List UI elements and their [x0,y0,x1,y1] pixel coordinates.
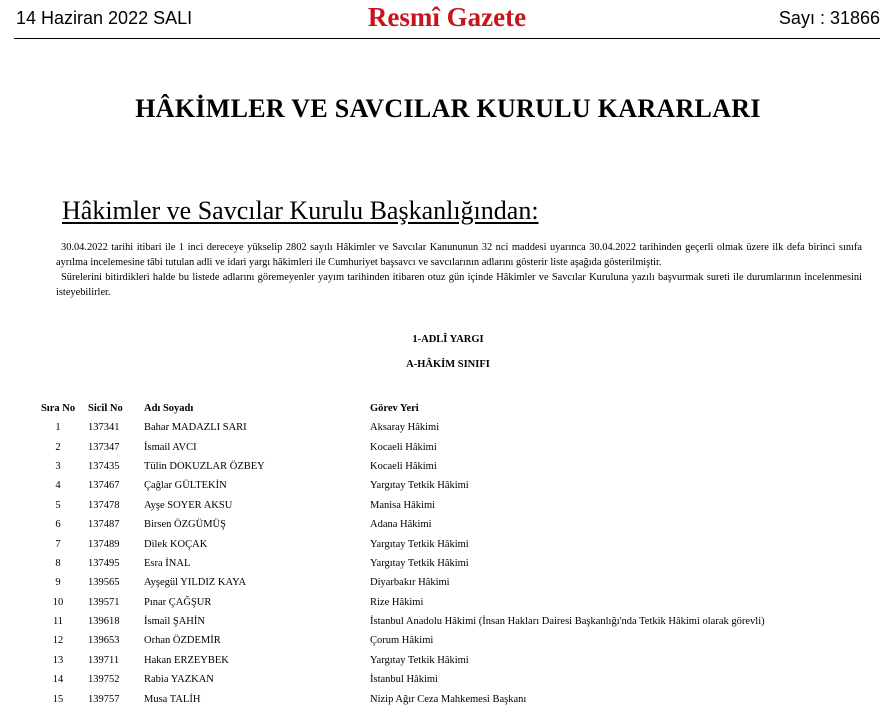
table-header-row [30,398,870,418]
row-adi-soyadi: Dilek KOÇAK [144,538,208,550]
row-gorev-yeri: Diyarbakır Hâkimi [370,577,450,589]
row-adi-soyadi: Rabia YAZKAN [144,674,214,686]
row-gorev-yeri: İstanbul Anadolu Hâkimi (İnsan Hakları Dairesi Başkanlığı'nda Tetkik Hâkimi olarak görevli) [370,616,765,628]
header-sira-no: Sıra No [40,402,76,414]
row-sicil-no: 139757 [88,693,120,705]
row-sira-no: 10 [52,596,64,608]
row-gorev-yeri: Yargıtay Tetkik Hâkimi [370,480,469,492]
row-sira-no: 6 [55,519,61,531]
table-row [30,437,870,456]
table-row [30,457,870,476]
table-row [30,418,870,437]
table-row [30,496,870,515]
row-sicil-no: 137341 [88,422,120,434]
row-gorev-yeri: Kocaeli Hâkimi [370,460,437,472]
row-adi-soyadi: İsmail AVCI [144,441,197,453]
judges-table [30,398,870,709]
row-sicil-no: 139571 [88,596,120,608]
row-adi-soyadi: Pınar ÇAĞŞUR [144,596,212,608]
row-sira-no: 9 [55,577,61,589]
row-adi-soyadi: Bahar MADAZLI SARI [144,422,247,434]
issue-date: 14 Haziran 2022 SALI [16,8,193,28]
row-sira-no: 14 [52,674,64,686]
row-sicil-no: 139752 [88,674,120,686]
row-gorev-yeri: Aksaray Hâkimi [370,422,440,434]
row-sira-no: 8 [55,557,61,569]
row-gorev-yeri: Yargıtay Tetkik Hâkimi [370,538,469,550]
row-adi-soyadi: Tülin DOKUZLAR ÖZBEY [144,460,265,472]
row-sicil-no: 137435 [88,460,120,472]
row-sira-no: 1 [55,422,61,434]
row-sira-no: 5 [55,499,61,511]
gazette-logo-title: Resmî Gazete [367,2,527,32]
row-adi-soyadi: Esra İNAL [144,557,191,569]
header-adi-soyadi: Adı Soyadı [144,402,194,414]
row-sicil-no: 137467 [88,480,120,492]
table-row [30,554,870,573]
header-gorev-yeri: Görev Yeri [370,402,419,414]
subsection-heading: A-HÂKİM SINIFI [406,359,490,370]
row-gorev-yeri: İstanbul Hâkimi [370,674,438,686]
row-gorev-yeri: Manisa Hâkimi [370,499,436,511]
row-sicil-no: 139618 [88,616,120,628]
row-sira-no: 11 [52,616,64,628]
table-row [30,476,870,495]
row-sicil-no: 137487 [88,519,120,531]
row-adi-soyadi: Orhan ÖZDEMİR [144,635,221,647]
section-heading: 1-ADLÎ YARGI [412,334,484,345]
row-gorev-yeri: Rize Hâkimi [370,596,424,608]
row-gorev-yeri: Adana Hâkimi [370,519,432,531]
table-row [30,651,870,670]
row-adi-soyadi: Hakan ERZEYBEK [144,654,229,666]
notice-paragraph: Sürelerini bitirdikleri halde bu listede adlarını göremeyenler yayım tarihinden itibaren otuz gün içinde Hâkimler ve Savcılar Kuruluna yazılı başvurmak sureti ile durumlarının incelenmesini isteyebilirler. [56,272,862,298]
row-adi-soyadi: Çağlar GÜLTEKİN [144,480,227,492]
gazette-header [14,0,880,39]
issuing-authority: Hâkimler ve Savcılar Kurulu Başkanlığından: [62,196,539,225]
row-gorev-yeri: Çorum Hâkimi [370,635,434,647]
issue-number: Sayı : 31866 [778,8,880,28]
table-row [30,670,870,689]
table-row [30,689,870,708]
row-adi-soyadi: Ayşe SOYER AKSU [144,499,233,511]
table-row [30,631,870,650]
row-sicil-no: 137347 [88,441,120,453]
row-sira-no: 12 [52,635,64,647]
row-sira-no: 13 [52,654,64,666]
row-sicil-no: 139565 [88,577,120,589]
row-sicil-no: 137478 [88,499,120,511]
row-adi-soyadi: Musa TALİH [144,693,201,705]
row-adi-soyadi: İsmail ŞAHİN [144,616,205,628]
row-sicil-no: 139653 [88,635,120,647]
table-row [30,612,870,631]
row-gorev-yeri: Yargıtay Tetkik Hâkimi [370,654,469,666]
row-gorev-yeri: Nizip Ağır Ceza Mahkemesi Başkanı [370,693,527,705]
row-sira-no: 2 [55,441,61,453]
table-row [30,573,870,592]
row-sicil-no: 137495 [88,557,120,569]
header-sicil-no: Sicil No [88,402,123,414]
table-row [30,593,870,612]
row-sicil-no: 139711 [88,654,120,666]
row-sira-no: 4 [55,480,61,492]
row-sira-no: 15 [52,693,64,705]
row-adi-soyadi: Ayşegül YILDIZ KAYA [144,577,247,589]
row-gorev-yeri: Kocaeli Hâkimi [370,441,437,453]
row-gorev-yeri: Yargıtay Tetkik Hâkimi [370,557,469,569]
row-sicil-no: 137489 [88,538,120,550]
page-title: HÂKİMLER VE SAVCILAR KURULU KARARLARI [135,94,761,123]
table-row [30,534,870,553]
row-adi-soyadi: Birsen ÖZGÜMÜŞ [144,519,226,531]
row-sira-no: 7 [55,538,61,550]
row-sira-no: 3 [55,460,61,472]
table-row [30,515,870,534]
intro-paragraph: 30.04.2022 tarihi itibari ile 1 inci dereceye yükselip 2802 sayılı Hâkimler ve Savcılar Kanununun 32 nci maddesi uyarınca 30.04.2022 tarihinden geçerli olmak üzere ilk defa birinci sınıfa ayrılma incelemesine tâbi tutulan adli ve idari yargı hâkimleri ile Cumhuriyet başsavcı ve savcılarının adlarını gösterir liste aşağıda gösterilmiştir. [56,242,862,268]
